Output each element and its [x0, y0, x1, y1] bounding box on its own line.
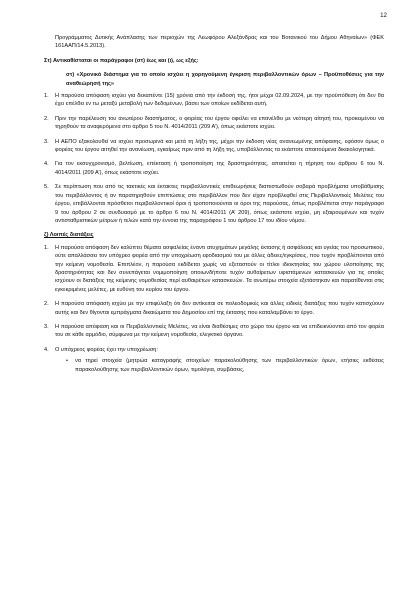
bullet-icon: • [66, 358, 68, 365]
section-z-heading: ζ) Λοιπές διατάξεις [44, 232, 94, 239]
item-text: Ο υπόχρεος φορέας έχει την υποχρέωση: [55, 346, 158, 353]
section-st-heading: Στ) Αντικαθίσταται οι παράγραφοι (στ) έως και (ι), ως εξής: [44, 57, 199, 64]
bullet-item [66, 357, 384, 374]
item-number: 2. [44, 115, 49, 122]
page-number: 12 [380, 12, 387, 19]
item-text: Η παρούσα απόφαση και οι Περιβαλλοντικές Μελέτες, να είναι διαθέσιμες στο χώρο του έργου και να επιδεικνύονται από τον φορέα του σε κάθε αρμόδιο, σύμφωνα με την κείμενη νομοθεσία, ελεγκτικό όργανο. [55, 323, 384, 339]
list-item [44, 300, 384, 317]
section-st-list [44, 92, 384, 225]
list-item [44, 244, 384, 294]
section-z-list [44, 244, 384, 354]
item-number: 2. [44, 301, 49, 308]
section-st [44, 57, 384, 226]
intro-paragraph: Προγράμματος Δυτικής Ανάπλασης των περιοχών της Λεωφόρου Αλεξάνδρας και του Βοτανικού του Δήμου Αθηναίων» (ΦΕΚ 161ΑΑΠ/14.5.2013). [55, 35, 384, 50]
list-item [44, 115, 384, 132]
list-item [44, 346, 384, 354]
item-text: Σε περίπτωση που από τις τακτικές και έκτακτες περιβαλλοντικές επιθεωρήσεις διαπιστωθούν σοβαρά προβλήματα υποβάθμισης του περιβάλλοντος ή αν παρατηρηθούν επιπτώσεις στο περιβάλλον που δεν είχαν προβλεφθεί στις Περιβαλλοντικές Μελέτες του έργου, επιβάλλονται πρόσθετοι περιβαλλοντικοί όροι ή τροποποιούνται οι όροι της παρούσας, όπως προβλέπεται στην παράγραφο 9 του άρθρου 2 σε συνδυασμό με το άρθρο 6 του Ν. 4014/2011 (Α’ 209), όπως εκάστοτε ισχύει, μη εξαιρουμένων και τυχόν αντισταθμιστικών μέτρων ή τελών κατά την έννοια της παραγράφου 1 του άρθρου 17 του ιδίου νόμου. [55, 184, 384, 224]
item-text: Η παρούσα απόφαση ισχύει για δεκαπέντε (15) χρόνια από την έκδοσή της, ήτοι μέχρι 02.09.2024, με την προϋπόθεση ότι δεν θα έχει επέλθει εν τω μεταξύ μεταβολή των δεδομένων, βάσει των οποίων εκδίδεται αυτή. [55, 93, 384, 108]
item-number: 3. [44, 138, 49, 145]
item-number: 3. [44, 323, 49, 330]
item-text: Πριν την παρέλευση του ανωτέρου διαστήματος, ο φορέας του έργου οφείλει να επανέλθει με νεότερη αίτησή του, προκειμένου να τηρηθούν τα αναφερόμενα στο άρθρο 5 του Ν. 4014/2011 (209 Α’), όπως εκάστοτε ισχύει. [55, 115, 384, 131]
item-text: Η παρούσα απόφαση δεν καλύπτει θέματα ασφαλείας έναντι ατυχημάτων μεγάλης έκτασης ή ασφάλειας και υγείας του προσωπικού, ούτε απαλλάσσει τον υπόχρεο φορέα από την υποχρέωση εφοδιασμού του με άλλες άδειες/εγκρίσεις, που τυχόν προβλέπονται από την κείμενη νομοθεσία. Επιπλέον, η παρούσα εκδίδεται χωρίς να εξεταστούν οι τίτλοι ιδιοκτησίας του χώρου υλοποίησης της δραστηριότητας και δεν συνεπάγεται νομιμοποίηση οποιωνδήποτε τυχόν αυθαίρετων υφιστάμενων κατασκευών για τις οποίες ισχύουν οι διατάξεις της κείμενης νομοθεσίας περί αυθαιρέτων κατασκευών. Τα ανωτέρω στοιχεία εξετάστηκαν και παρατίθενται στις εγκεκριμένες μελέτες, με ευθύνη του κυρίου του έργου. [55, 244, 384, 293]
item-text: Η ΑΕΠΟ εξακολουθεί να ισχύει προσωρινά και μετά τη λήξη της, μέχρι την έκδοση νέας ανανεωμένης απόφασης, εφόσον όμως ο φορέας του έργου αιτηθεί την ανανέωση, εγκαίρως πριν από τη λήξη της, υποβάλλοντας τα εκάστοτε απαιτούμενα δικαιολογητικά. [55, 138, 384, 154]
list-item [44, 92, 384, 109]
item-text: Για τον εκσυγχρονισμό, βελτίωση, επέκταση ή τροποποίηση της δραστηριότητας, απαιτείται η τήρηση του άρθρου 6 του Ν. 4014/2011 (209 Α’), όπως εκάστοτε ισχύει. [55, 161, 384, 176]
item-number: 1. [44, 244, 49, 251]
obligations-bullet-list [66, 357, 384, 374]
bullet-text: να τηρεί στοιχεία (μητρώα καταγραφής στοιχείων παρακολούθησης των περιβαλλοντικών όρων, ετήσιες εκθέσεις παρακολούθησης των περιβαλλοντικών όρων, τιμολόγια, συμβάσεις, [75, 358, 384, 373]
item-text: Η παρούσα απόφαση ισχύει με την επιφύλαξη ότι δεν αντίκειται σε πολεοδομικές και άλλες ειδικές διατάξεις που τυχόν κατισχύουν αυτής και δεν θίγονται εμπράγματα δικαιώματα του Δημοσίου επί της έκτασης που καταλαμβάνει το έργο. [55, 301, 384, 316]
page-content [44, 34, 384, 374]
item-number: 4. [44, 346, 49, 353]
list-item [44, 183, 384, 225]
list-item [44, 138, 384, 155]
list-item [44, 160, 384, 177]
item-number: 1. [44, 93, 49, 100]
section-z [44, 231, 384, 374]
item-number: 4. [44, 161, 49, 168]
section-st-subheading: στ) «Χρονικό διάστημα για το οποίο ισχύει η χορηγούμενη έγκριση περιβαλλοντικών όρων – Προϋποθέσεις για την αναθεώρησή της» [66, 72, 384, 87]
item-number: 5. [44, 184, 49, 191]
list-item [44, 323, 384, 340]
